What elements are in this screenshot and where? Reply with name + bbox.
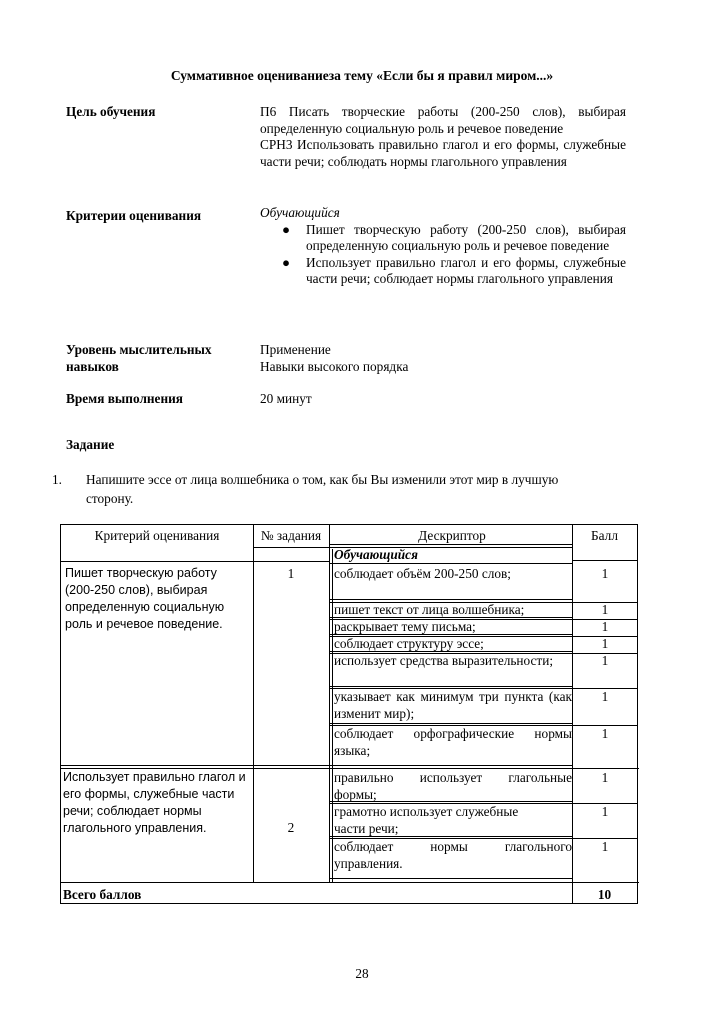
score-cell: 1 <box>601 804 609 819</box>
descriptor-cell: соблюдает структуру эссе; <box>334 636 484 651</box>
task-number: 1. <box>52 472 62 487</box>
score-cell: 1 <box>601 839 609 854</box>
table-rule <box>253 561 329 562</box>
header-task-no: № задания <box>260 528 322 543</box>
total-value: 10 <box>597 887 612 902</box>
criteria-item: ● Использует правильно глагол и его формы, служебные части речи; соблюдает нормы глагольного управления <box>282 254 626 286</box>
descriptor-cell: раскрывает тему письма; <box>334 619 476 634</box>
table-rule <box>329 723 572 724</box>
criteria-value <box>260 205 626 288</box>
descriptor-subheader: Обучающийся <box>334 547 418 562</box>
goal-line: П6 Писать творческие работы (200-250 слов), выбирая определенную социальную роль и речевое поведение <box>260 104 626 136</box>
table-rule <box>329 878 572 879</box>
level-value: Применение Навыки высокого порядка <box>260 342 409 374</box>
score-cell: 1 <box>601 726 609 741</box>
score-cell: 1 <box>601 602 609 617</box>
score-cell: 1 <box>601 770 609 785</box>
goal-label: Цель обучения <box>66 104 156 119</box>
table-rule <box>61 765 253 766</box>
descriptor-cell: соблюдает нормы глагольного управления. <box>334 839 572 871</box>
table-rule <box>61 882 639 883</box>
score-cell: 1 <box>601 566 609 581</box>
criteria-intro: Обучающийся <box>260 205 340 220</box>
descriptor-cell: соблюдает объём 200-250 слов; <box>334 566 511 581</box>
table-rule <box>329 599 572 600</box>
descriptor-cell: грамотно использует служебные части речи; <box>334 804 519 836</box>
header-criterion: Критерий оценивания <box>94 528 220 543</box>
descriptor-cell: использует средства выразительности; <box>334 653 554 668</box>
task-text-line1: Напишите эссе от лица волшебника о том, как бы Вы изменили этот мир в лучшую <box>86 472 559 487</box>
table-rule <box>572 560 637 561</box>
goal-line: СРН3 Использовать правильно глагол и его формы, служебные части речи; соблюдать нормы глагольного управления <box>260 137 626 169</box>
table-rule <box>253 547 329 548</box>
criteria-item: ● Пишет творческую работу (200-250 слов), выбирая определенную социальную роль и речевое поведение <box>282 221 626 253</box>
page-number: 28 <box>355 966 369 981</box>
task-no-cell: 1 <box>287 566 295 581</box>
table-rule <box>329 686 572 687</box>
level-label: Уровень мыслительных навыков <box>66 342 212 374</box>
bullet-icon: ● <box>282 254 291 270</box>
criterion-cell: Использует правильно глагол и его формы, служебные части речи; соблюдает нормы глагольного управления. <box>63 770 246 835</box>
goal-value <box>260 104 626 170</box>
bullet-icon: ● <box>282 221 291 237</box>
descriptor-cell: соблюдает орфографические нормы языка; <box>334 726 572 758</box>
score-cell: 1 <box>601 653 609 668</box>
descriptor-cell: правильно использует глагольные формы; <box>334 770 572 802</box>
table-divider <box>329 525 330 883</box>
descriptor-cell: пишет текст от лица волшебника; <box>334 602 525 617</box>
table-rule <box>329 563 572 564</box>
criteria-label: Критерии оценивания <box>66 208 202 223</box>
task-heading: Задание <box>66 437 115 452</box>
table-rule <box>329 544 572 545</box>
task-no-cell: 2 <box>287 820 295 835</box>
assessment-table <box>60 524 638 904</box>
score-cell: 1 <box>601 636 609 651</box>
table-rule <box>61 561 253 562</box>
page-title: Суммативное оцениваниеза тему «Если бы я правил миром...» <box>170 68 554 83</box>
score-cell: 1 <box>601 619 609 634</box>
header-descriptor: Дескриптор <box>418 528 486 543</box>
criterion-cell: Пишет творческую работу (200-250 слов), выбирая определенную социальную роль и речевое поведение. <box>65 566 225 631</box>
time-value: 20 минут <box>260 391 312 406</box>
score-cell: 1 <box>601 689 609 704</box>
time-label: Время выполнения <box>66 391 183 406</box>
total-label: Всего баллов <box>63 887 142 902</box>
table-rule <box>253 765 572 766</box>
descriptor-cell: указывает как минимум три пункта (как изменит мир); <box>334 689 572 721</box>
header-score: Балл <box>591 528 618 543</box>
task-text-line2: сторону. <box>86 491 134 506</box>
